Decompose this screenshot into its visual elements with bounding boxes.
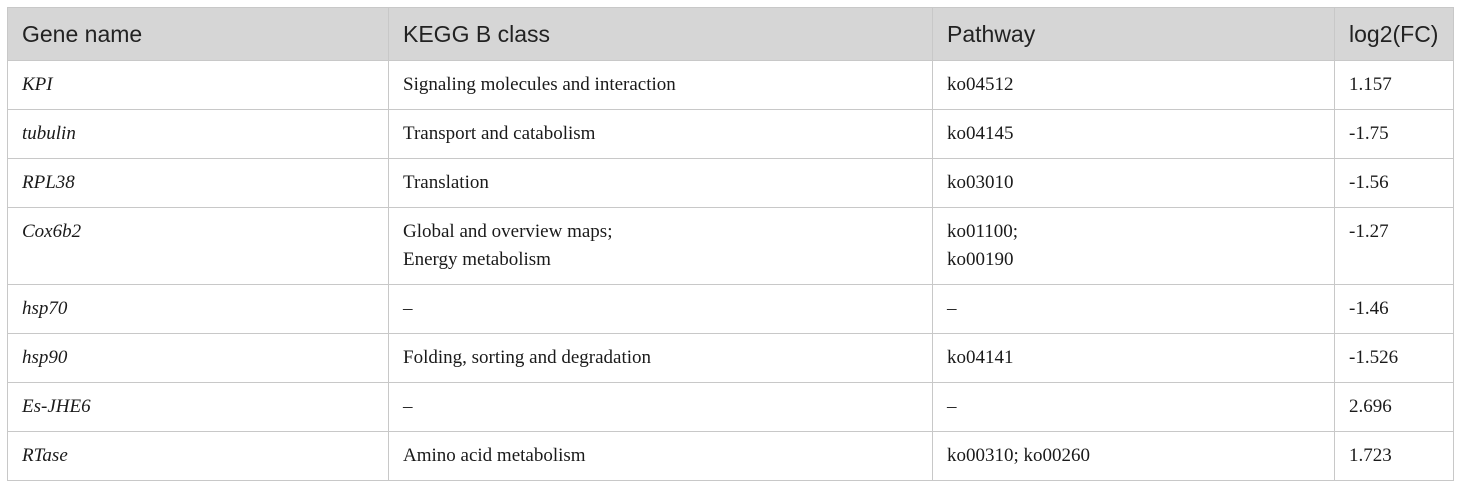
- cell-log2fc: -1.526: [1335, 334, 1454, 383]
- cell-gene-name: hsp70: [8, 285, 389, 334]
- cell-log2fc: 2.696: [1335, 383, 1454, 432]
- cell-kegg-b-class: [389, 208, 933, 285]
- cell-pathway: [933, 208, 1335, 285]
- table-row: [8, 285, 1454, 334]
- header-kegg-b-class: KEGG B class: [389, 8, 933, 61]
- header-pathway: Pathway: [933, 8, 1335, 61]
- cell-kegg-b-class: [389, 159, 933, 208]
- cell-gene-name: Cox6b2: [8, 208, 389, 285]
- pathway-line: ko00190: [947, 249, 1014, 270]
- pathway-line: ko00310; ko00260: [947, 445, 1091, 466]
- cell-kegg-b-class: [389, 61, 933, 110]
- pathway-line: ko04145: [947, 123, 1014, 144]
- cell-log2fc: -1.75: [1335, 110, 1454, 159]
- header-gene-name: Gene name: [8, 8, 389, 61]
- table-row: [8, 208, 1454, 285]
- cell-log2fc: -1.46: [1335, 285, 1454, 334]
- cell-gene-name: tubulin: [8, 110, 389, 159]
- header-log2fc: log2(FC): [1335, 8, 1454, 61]
- cell-kegg-b-class: [389, 334, 933, 383]
- cell-gene-name: RTase: [8, 432, 389, 481]
- table-row: [8, 61, 1454, 110]
- cell-kegg-b-class: [389, 383, 933, 432]
- kegg-class-line: Energy metabolism: [403, 249, 551, 270]
- pathway-line: –: [947, 396, 957, 417]
- table-row: [8, 159, 1454, 208]
- table-row: [8, 432, 1454, 481]
- cell-pathway: [933, 383, 1335, 432]
- gene-table: [7, 7, 1454, 481]
- cell-pathway: [933, 110, 1335, 159]
- cell-kegg-b-class: [389, 110, 933, 159]
- cell-log2fc: 1.723: [1335, 432, 1454, 481]
- pathway-line: ko01100;: [947, 221, 1019, 242]
- table-row: [8, 334, 1454, 383]
- cell-kegg-b-class: [389, 285, 933, 334]
- kegg-class-line: Translation: [403, 172, 489, 193]
- cell-pathway: [933, 61, 1335, 110]
- cell-gene-name: RPL38: [8, 159, 389, 208]
- cell-pathway: [933, 334, 1335, 383]
- kegg-class-line: Signaling molecules and interaction: [403, 74, 676, 95]
- cell-log2fc: -1.27: [1335, 208, 1454, 285]
- pathway-line: ko04141: [947, 347, 1014, 368]
- cell-log2fc: -1.56: [1335, 159, 1454, 208]
- table-body: [8, 61, 1454, 481]
- cell-gene-name: hsp90: [8, 334, 389, 383]
- table-row: [8, 383, 1454, 432]
- cell-pathway: [933, 285, 1335, 334]
- cell-gene-name: KPI: [8, 61, 389, 110]
- cell-gene-name: Es-JHE6: [8, 383, 389, 432]
- cell-pathway: [933, 159, 1335, 208]
- kegg-class-line: Folding, sorting and degradation: [403, 347, 652, 368]
- gene-table-container: [7, 7, 1453, 481]
- table-row: [8, 110, 1454, 159]
- header-row: [8, 8, 1454, 61]
- cell-pathway: [933, 432, 1335, 481]
- kegg-class-line: Transport and catabolism: [403, 123, 596, 144]
- kegg-class-line: Amino acid metabolism: [403, 445, 586, 466]
- pathway-line: ko03010: [947, 172, 1014, 193]
- table-header: [8, 8, 1454, 61]
- kegg-class-line: Global and overview maps;: [403, 221, 613, 242]
- cell-kegg-b-class: [389, 432, 933, 481]
- kegg-class-line: –: [403, 298, 413, 319]
- pathway-line: ko04512: [947, 74, 1014, 95]
- kegg-class-line: –: [403, 396, 413, 417]
- pathway-line: –: [947, 298, 957, 319]
- cell-log2fc: 1.157: [1335, 61, 1454, 110]
